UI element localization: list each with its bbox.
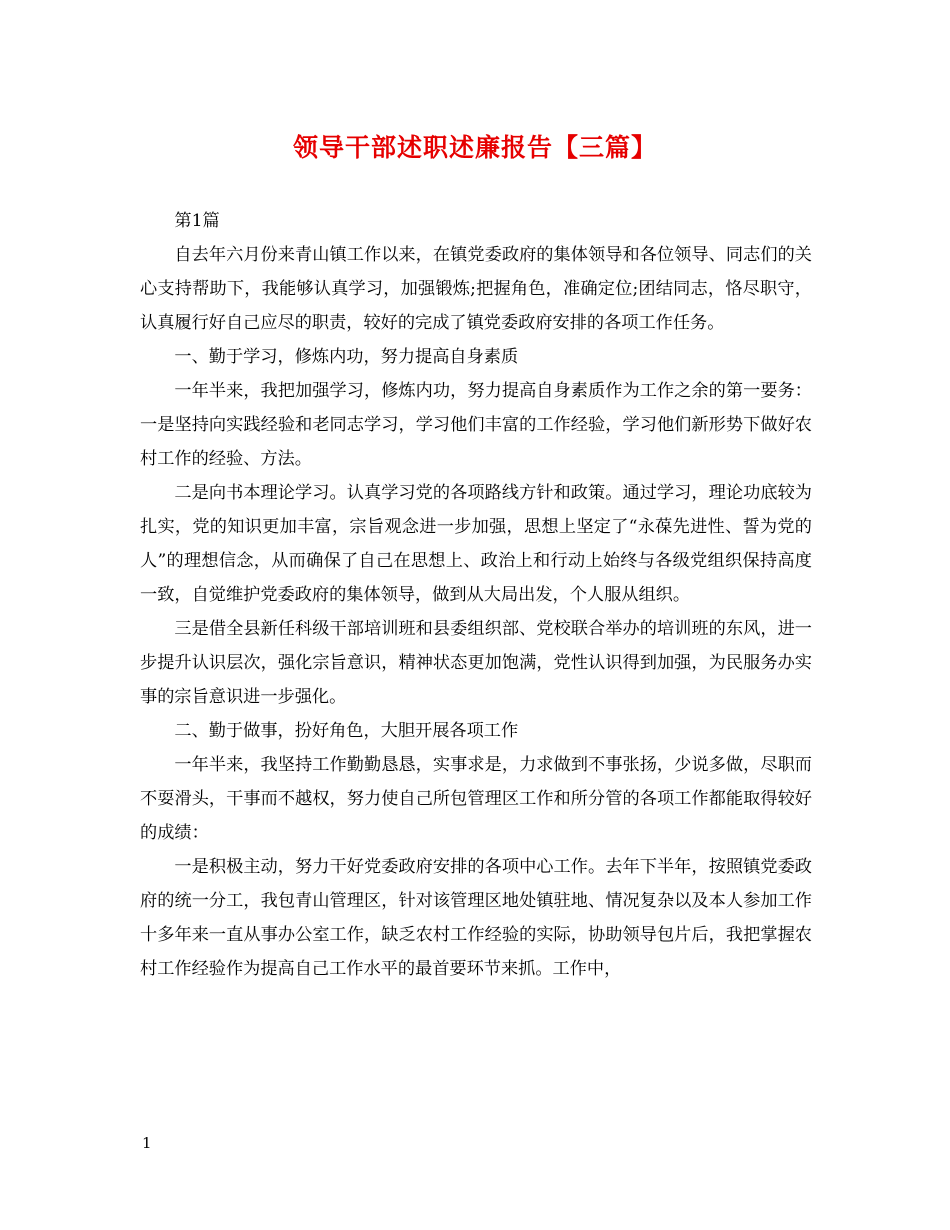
body-paragraph: 一年半来，我把加强学习，修炼内功，努力提高自身素质作为工作之余的第一要务：一是坚持向实践经验和老同志学习，学习他们丰富的工作经验，学习他们新形势下做好农村工作的经验、方法。 <box>140 381 812 469</box>
body-paragraph: 一年半来，我坚持工作勤勤恳恳，实事求是，力求做到不事张扬，少说多做，尽职而不耍滑头，干事而不越权，努力使自己所包管理区工作和所分管的各项工作都能取得较好的成绩： <box>140 755 812 843</box>
page-number: 1 <box>142 1134 152 1152</box>
body-paragraph: 一是积极主动，努力干好党委政府安排的各项中心工作。去年下半年，按照镇党委政府的统一分工，我包青山管理区，针对该管理区地处镇驻地、情况复杂以及本人参加工作十多年来一直从事办公室工作，缺乏农村工作经验的实际，协助领导包片后，我把掌握农村工作经验作为提高自己工作水平的最首要环节来抓。工作中， <box>140 857 812 979</box>
body-paragraph: 二是向书本理论学习。认真学习党的各项路线方针和政策。通过学习，理论功底较为扎实，党的知识更加丰富，宗旨观念进一步加强，思想上坚定了“永葆先进性、誓为党的人”的理想信念，从而确保了自己在思想上、政治上和行动上始终与各级党组织保持高度一致，自觉维护党委政府的集体领导，做到从大局出发，个人服从组织。 <box>140 483 812 605</box>
section-heading: 二、勤于做事，扮好角色，大胆开展各项工作 <box>174 721 519 741</box>
section-heading-part-1: 第1篇 <box>174 211 220 231</box>
body-paragraph: 自去年六月份来青山镇工作以来，在镇党委政府的集体领导和各位领导、同志们的关心支持帮助下，我能够认真学习，加强锻炼;把握角色，准确定位;团结同志，恪尽职守，认真履行好自己应尽的职责，较好的完成了镇党委政府安排的各项工作任务。 <box>140 245 812 333</box>
document-body <box>140 204 812 986</box>
document-title: 领导干部述职述廉报告【三篇】 <box>292 133 657 162</box>
section-heading: 一、勤于学习，修炼内功，努力提高自身素质 <box>174 347 519 367</box>
body-paragraph: 三是借全县新任科级干部培训班和县委组织部、党校联合举办的培训班的东风，进一步提升认识层次，强化宗旨意识，精神状态更加饱满，党性认识得到加强，为民服务办实事的宗旨意识进一步强化。 <box>140 619 812 707</box>
